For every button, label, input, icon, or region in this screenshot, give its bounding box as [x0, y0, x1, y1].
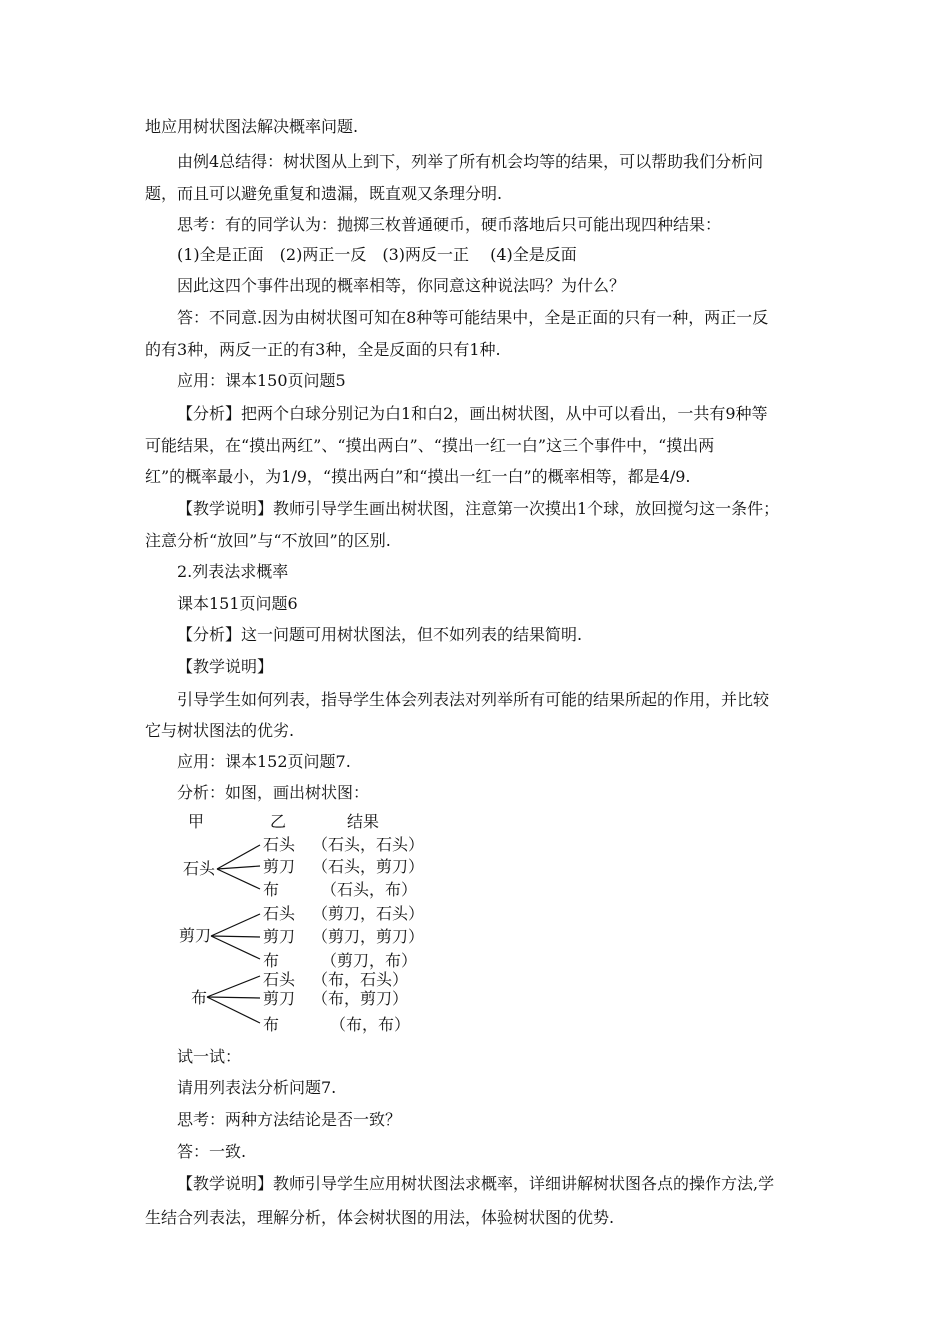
paragraph-line: 答：不同意.因为由树状图可知在8种等可能结果中，全是正面的只有一种，两正一反 — [177, 308, 769, 327]
paragraph-line: 试一试： — [177, 1047, 242, 1066]
tree-root: 剪刀 — [179, 926, 212, 945]
tree-result: （剪刀，石头） — [312, 904, 425, 923]
tree-result: （石头，布） — [321, 880, 418, 899]
branch-line — [207, 976, 260, 997]
tree-root: 布 — [191, 988, 208, 1007]
tree-header-result: 结果 — [347, 812, 380, 831]
paragraph-line: 分析：如图，画出树状图： — [177, 783, 370, 802]
paragraph-line: 应用：课本152页问题7. — [177, 752, 351, 771]
tree-branch: 剪刀 — [263, 927, 296, 946]
tree-branch: 布 — [263, 1015, 280, 1034]
paragraph-line: 请用列表法分析问题7. — [177, 1078, 337, 1097]
paragraph-line: 应用：课本150页问题5 — [177, 371, 346, 390]
paragraph-line: 它与树状图法的优劣. — [145, 721, 295, 740]
tree-branch: 剪刀 — [263, 857, 296, 876]
tree-branch: 布 — [263, 951, 280, 970]
paragraph-line: 地应用树状图法解决概率问题. — [145, 117, 359, 136]
tree-result: （剪刀，剪刀） — [312, 927, 425, 946]
paragraph-line: 注意分析“放回”与“不放回”的区别. — [145, 531, 391, 550]
tree-result: （布，石头） — [312, 970, 409, 989]
tree-branch: 石头 — [263, 970, 296, 989]
branch-line — [217, 869, 260, 889]
paragraph-line: 因此这四个事件出现的概率相等，你同意这种说法吗？为什么？ — [177, 276, 626, 295]
tree-result: （石头，石头） — [312, 835, 425, 854]
tree-result: （布，布） — [330, 1015, 411, 1034]
paragraph-line: 生结合列表法，理解分析，体会树状图的用法，体验树状图的优势. — [145, 1208, 615, 1227]
branch-line — [217, 866, 260, 869]
tree-branch: 剪刀 — [263, 989, 296, 1008]
paragraph-line: 【分析】这一问题可用树状图法，但不如列表的结果简明. — [177, 625, 583, 644]
tree-branch: 石头 — [263, 835, 296, 854]
branch-line — [211, 936, 260, 937]
paragraph-line: 的有3种，两反一正的有3种，全是反面的只有1种. — [145, 340, 501, 359]
paragraph-line: 课本151页问题6 — [177, 594, 298, 613]
tree-root: 石头 — [183, 859, 216, 878]
paragraph-line: 思考：有的同学认为：抛掷三枚普通硬币，硬币落地后只可能出现四种结果： — [177, 215, 722, 234]
paragraph-line: 【教学说明】 — [177, 657, 274, 676]
paragraph-line: 红”的概率最小，为1/9，“摸出两白”和“摸出一红一白”的概率相等，都是4/9. — [145, 467, 691, 486]
paragraph-line: 引导学生如何列表，指导学生体会列表法对列举所有可能的结果所起的作用，并比较 — [177, 690, 770, 709]
tree-diagram — [175, 808, 475, 1038]
tree-header-yi: 乙 — [270, 812, 287, 831]
paragraph-line: 【教学说明】教师引导学生画出树状图，注意第一次摸出1个球，放回搅匀这一条件； — [177, 499, 780, 518]
branch-line — [211, 936, 260, 959]
paragraph-line: 思考：两种方法结论是否一致？ — [177, 1110, 402, 1129]
paragraph-line: 【分析】把两个白球分别记为白1和白2，画出树状图，从中可以看出，一共有9种等 — [177, 404, 768, 423]
tree-branch: 石头 — [263, 904, 296, 923]
paragraph-line: (1)全是正面 (2)两正一反 (3)两反一正 (4)全是反面 — [177, 245, 577, 264]
tree-result: （布，剪刀） — [312, 989, 409, 1008]
paragraph-line: 题，而且可以避免重复和遗漏，既直观又条理分明. — [145, 184, 503, 203]
tree-result: （石头，剪刀） — [312, 857, 425, 876]
branch-line — [211, 914, 260, 936]
branch-line — [207, 997, 260, 1023]
tree-header-jia: 甲 — [188, 812, 205, 831]
paragraph-line: 答：一致. — [177, 1142, 247, 1161]
tree-branch: 布 — [263, 880, 280, 899]
section-heading: 2.列表法求概率 — [177, 562, 289, 581]
tree-result: （剪刀，布） — [321, 951, 418, 970]
paragraph-line: 由例4总结得：树状图从上到下，列举了所有机会均等的结果，可以帮助我们分析问 — [177, 152, 764, 171]
branch-line — [207, 997, 260, 998]
paragraph-line: 【教学说明】教师引导学生应用树状图法求概率，详细讲解树状图各点的操作方法,学 — [177, 1174, 775, 1193]
paragraph-line: 可能结果，在“摸出两红”、“摸出两白”、“摸出一红一白”这三个事件中，“摸出两 — [145, 436, 715, 455]
branch-line — [217, 845, 260, 869]
